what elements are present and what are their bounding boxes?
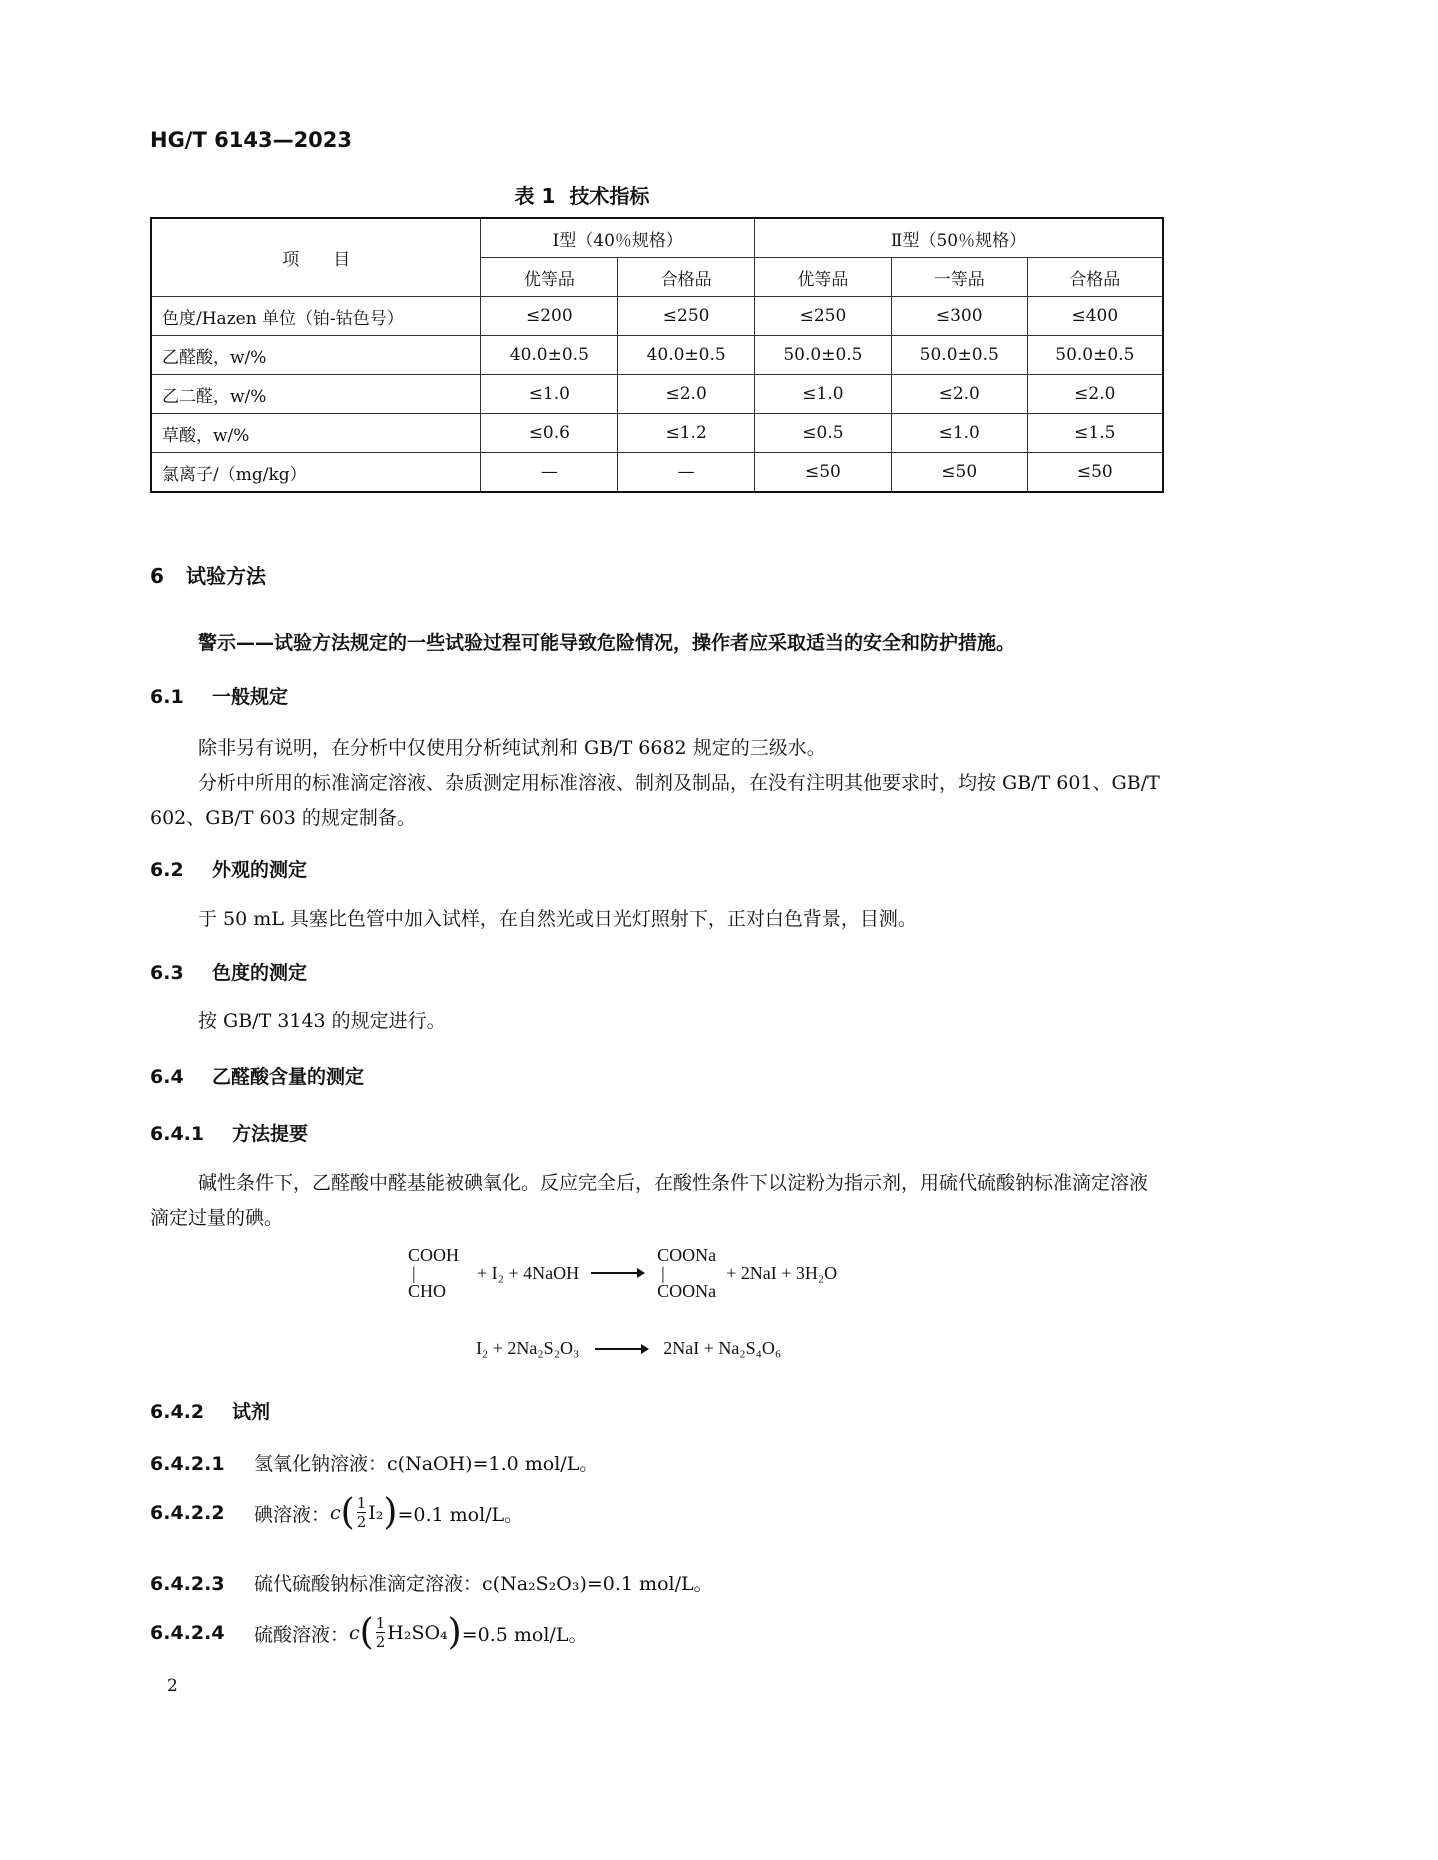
- cell: ≤2.0: [618, 375, 755, 414]
- item-header: 项 目: [151, 218, 481, 297]
- formula-part: COONa: [657, 1281, 717, 1301]
- row-item: 草酸，w/%: [151, 414, 481, 453]
- grade-header: 合格品: [618, 258, 755, 297]
- subsection-title: 外观的测定: [212, 859, 308, 881]
- standard-code: HG/T 6143—2023: [150, 128, 353, 152]
- formula-part: CHO: [408, 1281, 447, 1301]
- table-caption: [0, 180, 1164, 209]
- cell: ≤50: [755, 453, 892, 493]
- paragraph-block: [150, 1166, 1162, 1236]
- equation-right: 2NaI + Na₂S₄O₆: [663, 1338, 782, 1358]
- reagent-item: [150, 1569, 713, 1596]
- cell: ≤0.6: [481, 414, 618, 453]
- grade-header: 一等品: [891, 258, 1027, 297]
- clause-title: 方法提要: [232, 1123, 309, 1145]
- reagent-number: 6.4.2.3: [150, 1573, 225, 1595]
- subsection-heading: [150, 1062, 364, 1089]
- table-row: [151, 453, 1163, 493]
- close-paren: ): [447, 1612, 462, 1653]
- reagent-item: [150, 1490, 523, 1536]
- open-paren: (: [340, 1492, 355, 1533]
- table-caption-title: 技术指标: [569, 184, 650, 208]
- formula-part: COOH: [408, 1245, 460, 1265]
- subsection-heading: [150, 855, 307, 882]
- reaction-equation-2: [476, 1338, 781, 1359]
- concentration-symbol: c: [330, 1502, 341, 1524]
- reagent-formula: c(Na₂S₂O₃)=0.1 mol/L。: [482, 1573, 713, 1595]
- row-item: 色度/Hazen 单位（铂-钴色号）: [151, 297, 481, 336]
- numerator: 1: [375, 1614, 386, 1632]
- reaction-arrow: [591, 1272, 643, 1274]
- reaction-equation-1: [408, 1246, 837, 1300]
- row-item: 氯离子/（mg/kg）: [151, 453, 481, 493]
- reagent-item: [150, 1449, 598, 1476]
- close-paren: ): [383, 1492, 398, 1533]
- section-title: 试验方法: [186, 564, 266, 588]
- reagent-label: 硫酸溶液：: [254, 1623, 350, 1646]
- paragraph-block: [150, 902, 1162, 937]
- cell: ≤2.0: [891, 375, 1027, 414]
- cell: ≤250: [618, 297, 755, 336]
- reagent-number: 6.4.2.4: [150, 1622, 225, 1644]
- cell: ≤50: [891, 453, 1027, 493]
- table-header-row: [151, 218, 1163, 258]
- cell: ≤200: [481, 297, 618, 336]
- cell: ≤1.0: [891, 414, 1027, 453]
- warning-text: 警示——试验方法规定的一些试验过程可能导致危险情况，操作者应采取适当的安全和防护措施。: [198, 632, 1016, 654]
- subsection-number: 6.1: [150, 686, 184, 708]
- subsection-title: 色度的测定: [212, 962, 308, 984]
- reagent-number: 6.4.2.2: [150, 1502, 225, 1524]
- reagent-label: 硫代硫酸钠标准滴定溶液：: [254, 1573, 483, 1595]
- table-caption-number: 表 1: [514, 184, 556, 208]
- equation-left: I₂ + 2Na₂S₂O₃: [476, 1338, 580, 1358]
- subsection-title: 一般规定: [212, 686, 289, 708]
- cell: —: [481, 453, 618, 493]
- cell: 40.0±0.5: [618, 336, 755, 375]
- table-row: [151, 297, 1163, 336]
- product-oxalate: [657, 1246, 716, 1300]
- subsection-heading: [150, 682, 288, 709]
- reagents: + I₂ + 4NaOH: [477, 1262, 580, 1283]
- concentration-value: =0.1 mol/L。: [397, 1503, 524, 1526]
- bond: |: [412, 1263, 416, 1283]
- paragraph: 分析中所用的标准滴定溶液、杂质测定用标准溶液、制剂及制品，在没有注明其他要求时，均按 GB/T 601、GB/T 602、GB/T 603 的规定制备。: [150, 772, 1160, 829]
- cell: ≤50: [1027, 453, 1163, 493]
- fraction: [357, 1495, 367, 1531]
- technical-spec-table: [150, 217, 1164, 493]
- paragraph: 按 GB/T 3143 的规定进行。: [198, 1010, 446, 1032]
- table-row: [151, 336, 1163, 375]
- grade-header: 优等品: [481, 258, 618, 297]
- subsection-number: 6.2: [150, 859, 184, 881]
- open-paren: (: [359, 1612, 374, 1653]
- cell: 50.0±0.5: [755, 336, 892, 375]
- clause-title: 试剂: [232, 1401, 271, 1423]
- paragraph: 于 50 mL 具塞比色管中加入试样，在自然光或日光灯照射下，正对白色背景，目测。: [198, 908, 917, 930]
- clause-heading: [150, 1397, 270, 1424]
- concentration-symbol: c: [349, 1622, 360, 1644]
- section-number: 6: [150, 564, 164, 588]
- table-row: [151, 414, 1163, 453]
- grade-header: 合格品: [1027, 258, 1163, 297]
- subsection-number: 6.3: [150, 962, 184, 984]
- row-item: 乙二醛，w/%: [151, 375, 481, 414]
- cell: 40.0±0.5: [481, 336, 618, 375]
- denominator: 2: [375, 1633, 386, 1651]
- section-heading: [150, 560, 266, 589]
- paragraph-block: [150, 1004, 1162, 1039]
- reagent-number: 6.4.2.1: [150, 1453, 225, 1475]
- cell: ≤2.0: [1027, 375, 1163, 414]
- clause-heading: [150, 1119, 308, 1146]
- cell: ≤1.2: [618, 414, 755, 453]
- cell: ≤1.0: [755, 375, 892, 414]
- numerator: 1: [356, 1494, 367, 1512]
- concentration-value: =0.5 mol/L。: [461, 1623, 588, 1646]
- row-item: 乙醛酸，w/%: [151, 336, 481, 375]
- products: + 2NaI + 3H₂O: [726, 1262, 838, 1283]
- cell: 50.0±0.5: [1027, 336, 1163, 375]
- bond: |: [661, 1263, 665, 1283]
- type2-header: Ⅱ型（50％规格）: [755, 218, 1163, 258]
- paragraph-block: [150, 731, 1162, 836]
- reaction-arrow: [595, 1348, 647, 1350]
- cell: ≤1.0: [481, 375, 618, 414]
- paragraph: 除非另有说明，在分析中仅使用分析纯试剂和 GB/T 6682 规定的三级水。: [198, 737, 826, 759]
- cell: ≤0.5: [755, 414, 892, 453]
- reagent-label: 碘溶液：: [254, 1503, 331, 1526]
- reagent-item: [150, 1610, 587, 1656]
- clause-number: 6.4.1: [150, 1123, 205, 1145]
- subsection-heading: [150, 958, 307, 985]
- reactant-glyoxylic-acid: [408, 1246, 459, 1300]
- subsection-number: 6.4: [150, 1066, 184, 1088]
- cell: ≤300: [891, 297, 1027, 336]
- paragraph: 碱性条件下，乙醛酸中醛基能被碘氧化。反应完全后，在酸性条件下以淀粉为指示剂，用硫代硫酸钠标准滴定溶液滴定过量的碘。: [150, 1172, 1149, 1229]
- fraction: [376, 1615, 386, 1651]
- cell: 50.0±0.5: [891, 336, 1027, 375]
- denominator: 2: [356, 1513, 367, 1531]
- page-number: 2: [167, 1676, 178, 1696]
- cell: ≤400: [1027, 297, 1163, 336]
- reagent-formula: c(NaOH)=1.0 mol/L。: [387, 1453, 599, 1475]
- formula-part: COONa: [657, 1245, 717, 1265]
- species: H₂SO₄: [387, 1622, 448, 1644]
- table-row: [151, 375, 1163, 414]
- subsection-title: 乙醛酸含量的测定: [212, 1066, 365, 1088]
- cell: ≤250: [755, 297, 892, 336]
- reagent-label: 氢氧化钠溶液：: [254, 1453, 388, 1475]
- species: I₂: [368, 1502, 384, 1524]
- clause-number: 6.4.2: [150, 1401, 205, 1423]
- cell: —: [618, 453, 755, 493]
- cell: ≤1.5: [1027, 414, 1163, 453]
- grade-header: 优等品: [755, 258, 892, 297]
- type1-header: Ⅰ型（40％规格）: [481, 218, 755, 258]
